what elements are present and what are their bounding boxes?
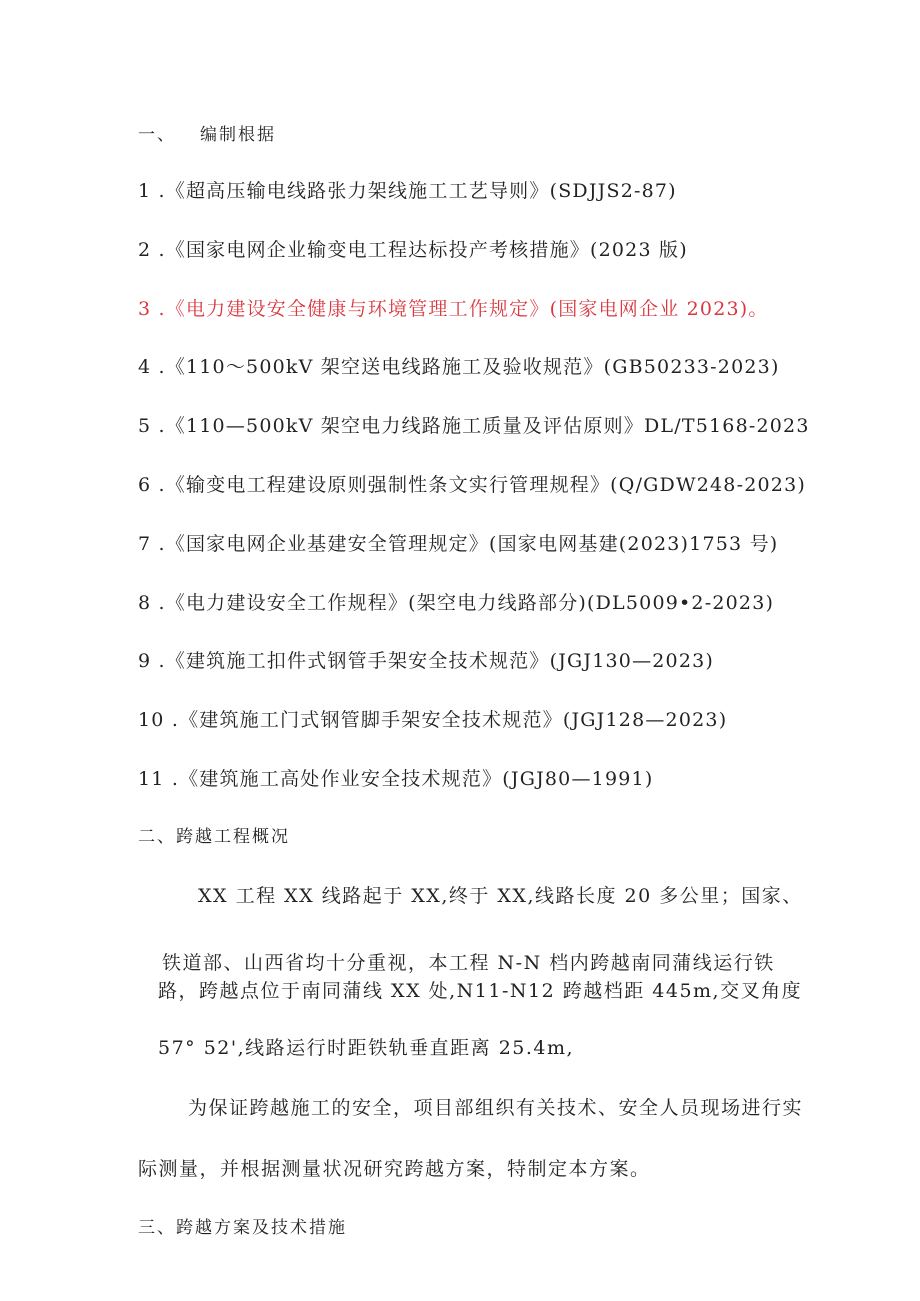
reference-text: 《电力建设安全工作规程》(架空电力线路部分)(DL5009•2-2023) (165, 592, 775, 614)
reference-item (138, 770, 653, 789)
paragraph-line: 铁道部、山西省均十分重视，本工程 N-N 档内跨越南同蒲线运行铁 (162, 952, 775, 974)
reference-text: 《国家电网企业基建安全管理规定》(国家电网基建(2023)1753 号) (165, 533, 779, 555)
reference-text: 《建筑施工高处作业安全技术规范》(JGJ80—1991) (179, 768, 654, 790)
reference-item (138, 417, 810, 436)
reference-text: 《电力建设安全健康与环境管理工作规定》(国家电网企业 2023)。 (165, 298, 769, 320)
reference-item (138, 182, 677, 201)
reference-number: 2 . (138, 239, 166, 261)
paragraph-line: 57° 52',线路运行时距铁轨垂直距离 25.4m, (158, 1037, 575, 1059)
reference-number: 7 . (138, 533, 166, 555)
paragraph-line: 际测量，并根据测量状况研究跨越方案，特制定本方案。 (138, 1158, 651, 1180)
reference-number: 4 . (138, 356, 166, 378)
reference-number: 9 . (138, 650, 166, 672)
reference-number: 1 . (138, 180, 166, 202)
section-heading-plan: 三、跨越方案及技术措施 (138, 1218, 347, 1238)
reference-text: 《输变电工程建设原则强制性条文实行管理规程》(Q/GDW248-2023) (165, 474, 806, 496)
reference-item (138, 476, 806, 495)
reference-number: 5 . (138, 415, 166, 437)
section-heading-basis (138, 127, 276, 144)
reference-text: 《建筑施工扣件式钢管手架安全技术规范》(JGJ130—2023) (165, 650, 715, 672)
reference-text: 《建筑施工门式钢管脚手架安全技术规范》(JGJ128—2023) (179, 709, 728, 731)
paragraph-line: 为保证跨越施工的安全，项目部组织有关技术、安全人员现场进行实 (188, 1097, 804, 1119)
reference-number: 3 . (138, 298, 166, 320)
section-number: 一、 (138, 125, 176, 145)
reference-item (138, 711, 727, 730)
reference-text: 《国家电网企业输变电工程达标投产考核措施》(2023 版) (165, 239, 688, 261)
reference-item-highlighted (138, 300, 769, 319)
reference-text: 《110～500kV 架空送电线路施工及验收规范》(GB50233-2023) (165, 356, 780, 378)
reference-number: 10 . (138, 709, 180, 731)
paragraph-line: XX 工程 XX 线路起于 XX,终于 XX,线路长度 20 多公里；国家、 (198, 885, 803, 907)
section-title: 编制根据 (200, 125, 276, 145)
section-heading-overview: 二、跨越工程概况 (138, 827, 290, 847)
reference-number: 11 . (138, 768, 180, 790)
reference-number: 8 . (138, 592, 166, 614)
reference-number: 6 . (138, 474, 166, 496)
reference-item (138, 241, 688, 260)
reference-item (138, 358, 780, 377)
reference-item (138, 652, 714, 671)
reference-text: 《超高压输电线路张力架线施工工艺导则》(SDJJS2-87) (165, 180, 677, 202)
paragraph-line: 路，跨越点位于南同蒲线 XX 处,N11-N12 跨越档距 445m,交叉角度 (158, 980, 803, 1002)
reference-text: 《110—500kV 架空电力线路施工质量及评估原则》DL/T5168-2023 (165, 415, 810, 437)
reference-item (138, 535, 778, 554)
reference-item (138, 594, 774, 613)
